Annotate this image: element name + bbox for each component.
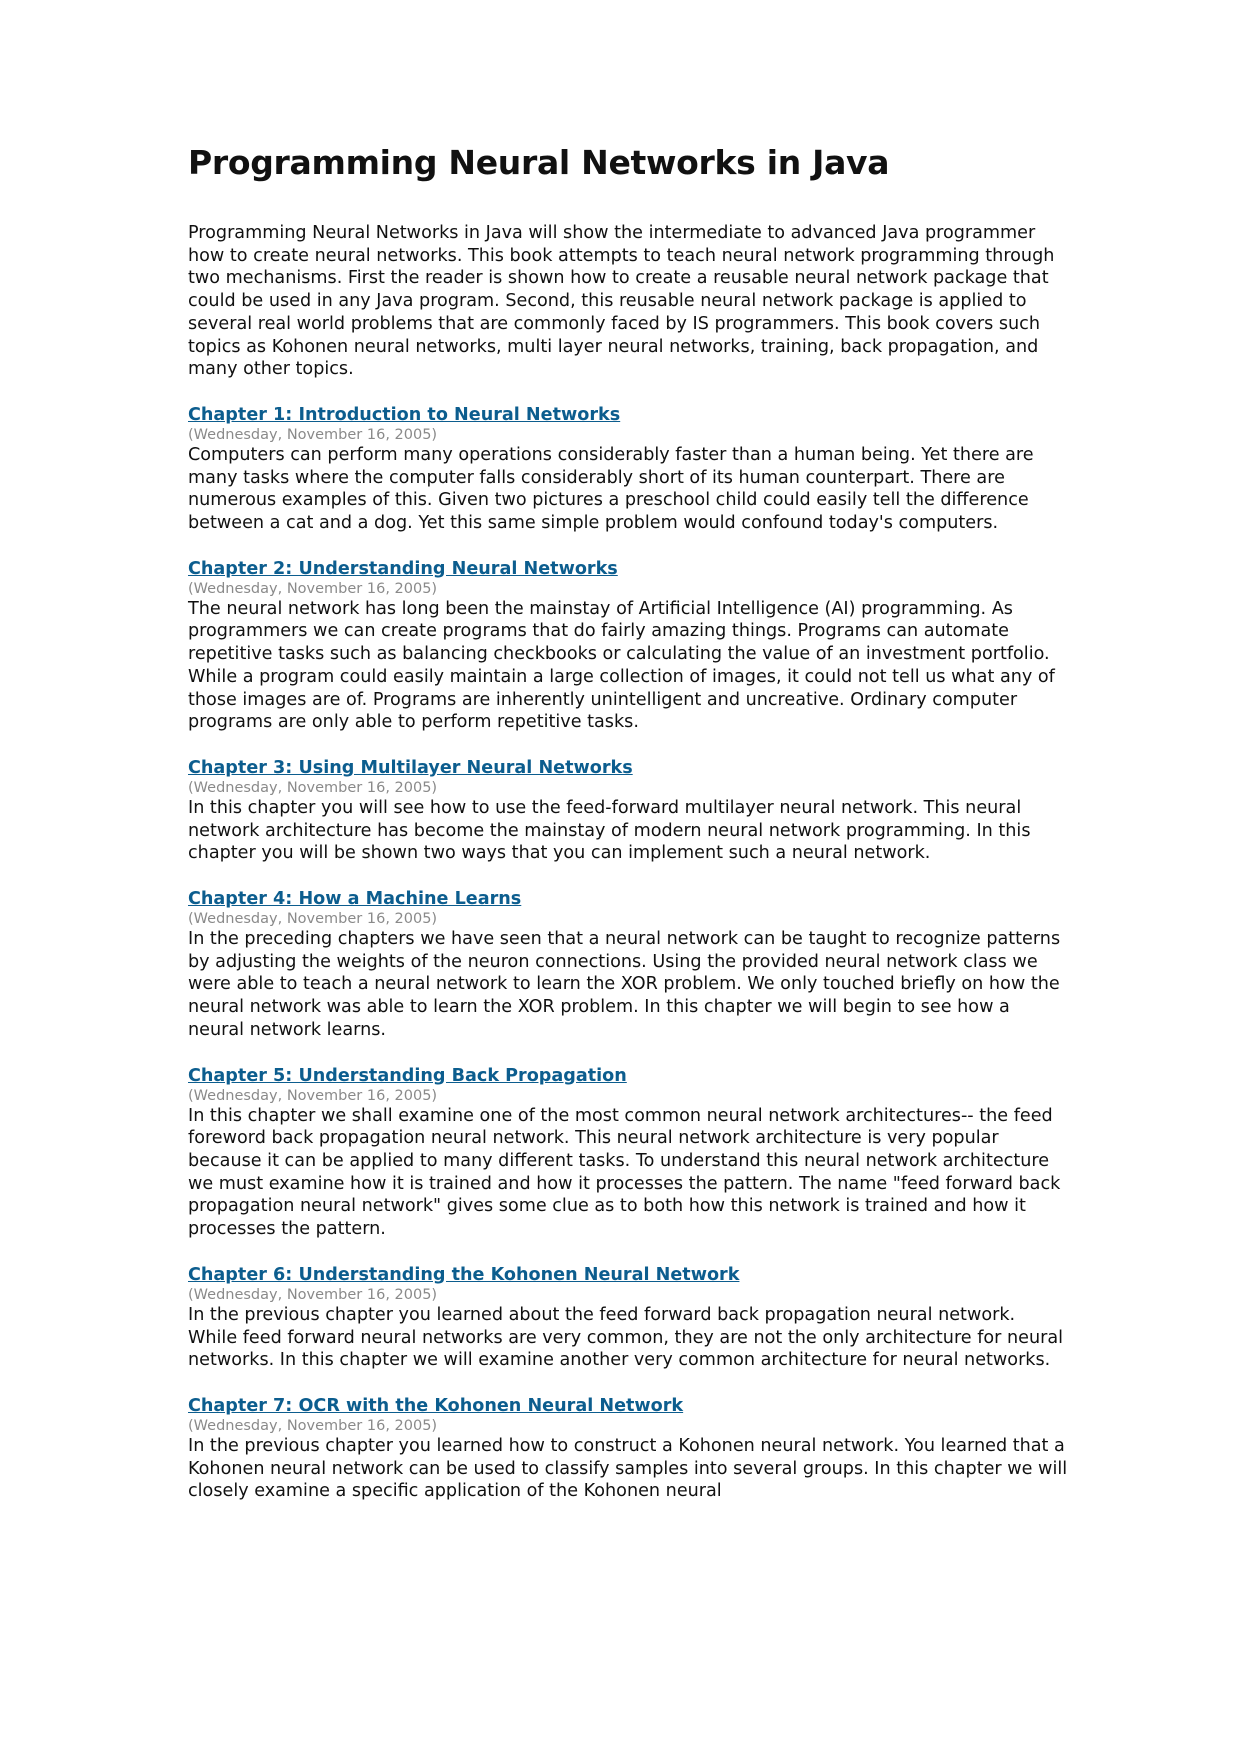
chapter-6-link[interactable]: Chapter 6: Understanding the Kohonen Neural Network (188, 1264, 740, 1285)
chapter-date: (Wednesday, November 16, 2005) (188, 1417, 438, 1434)
chapter-1-link[interactable]: Chapter 1: Introduction to Neural Networks (188, 404, 621, 425)
chapter-entry (188, 404, 1068, 535)
chapter-date: (Wednesday, November 16, 2005) (188, 911, 438, 928)
chapter-2-link[interactable]: Chapter 2: Understanding Neural Networks (188, 558, 618, 579)
chapter-entry (188, 1065, 1068, 1241)
chapter-entry (188, 1395, 1068, 1503)
chapter-entry (188, 1264, 1068, 1372)
chapter-5-link[interactable]: Chapter 5: Understanding Back Propagation (188, 1065, 627, 1086)
page-title: Programming Neural Networks in Java (188, 143, 890, 182)
chapter-date: (Wednesday, November 16, 2005) (188, 580, 438, 597)
chapter-7-link[interactable]: Chapter 7: OCR with the Kohonen Neural Network (188, 1395, 684, 1416)
chapter-date: (Wednesday, November 16, 2005) (188, 1087, 438, 1104)
chapter-description: The neural network has long been the mainstay of Artificial Intelligence (AI) programming. As programmers we can create programs that do fairly amazing things. Programs can automate repetitive tasks such as balancing checkbooks or calculating the value of an investment portfolio. While a program could easily maintain a large collection of images, it could not tell us what any of those images are of. Programs are inherently unintelligent and uncreative. Ordinary computer programs are only able to perform repetitive tasks. (188, 598, 1055, 733)
chapter-4-link[interactable]: Chapter 4: How a Machine Learns (188, 889, 522, 910)
intro-paragraph: Programming Neural Networks in Java will show the intermediate to advanced Java programmer how to create neural networks. This book attempts to teach neural network programming through two mechanisms. First the reader is shown how to create a reusable neural network package that could be used in any Java program. Second, this reusable neural network package is applied to several real world problems that are commonly faced by IS programmers. This book covers such topics as Kohonen neural networks, multi layer neural networks, training, back propagation, and many other topics. (188, 223, 1055, 380)
chapter-entry (188, 888, 1068, 1042)
chapter-description: In this chapter you will see how to use the feed-forward multilayer neural network. This neural network architecture has become the mainstay of modern neural network programming. In this chapter you will be shown two ways that you can implement such a neural network. (188, 797, 1031, 864)
chapter-description: In the preceding chapters we have seen that a neural network can be taught to recognize patterns by adjusting the weights of the neuron connections. Using the provided neural network class we were able to teach a neural network to learn the XOR problem. We only touched briefly on how the neural network was able to learn the XOR problem. In this chapter we will begin to see how a neural network learns. (188, 929, 1061, 1040)
chapter-date: (Wednesday, November 16, 2005) (188, 426, 438, 443)
chapter-description: In the previous chapter you learned about the feed forward back propagation neural network. While feed forward neural networks are very common, they are not the only architecture for neural networks. In this chapter we will examine another very common architecture for neural networks. (188, 1304, 1064, 1371)
chapter-description: Computers can perform many operations considerably faster than a human being. Yet there are many tasks where the computer falls considerably short of its human counterpart. There are numerous examples of this. Given two pictures a preschool child could easily tell the difference between a cat and a dog. Yet this same simple problem would confound today's computers. (188, 444, 1034, 534)
chapter-entry (188, 558, 1068, 734)
chapter-description: In the previous chapter you learned how to construct a Kohonen neural network. You learned that a Kohonen neural network can be used to classify samples into several groups. In this chapter we will closely examine a specific application of the Kohonen neural (188, 1435, 1068, 1502)
chapter-description: In this chapter we shall examine one of the most common neural network architectures-- the feed foreword back propagation neural network. This neural network architecture is very popular because it can be applied to many different tasks. To understand this neural network architecture we must examine how it is trained and how it processes the pattern. The name "feed forward back propagation neural network" gives some clue as to both how this network is trained and how it processes the pattern. (188, 1105, 1061, 1240)
chapter-entry (188, 757, 1068, 865)
chapter-date: (Wednesday, November 16, 2005) (188, 779, 438, 796)
document-page (188, 140, 1068, 1503)
chapter-date: (Wednesday, November 16, 2005) (188, 1286, 438, 1303)
chapter-3-link[interactable]: Chapter 3: Using Multilayer Neural Networks (188, 757, 633, 778)
